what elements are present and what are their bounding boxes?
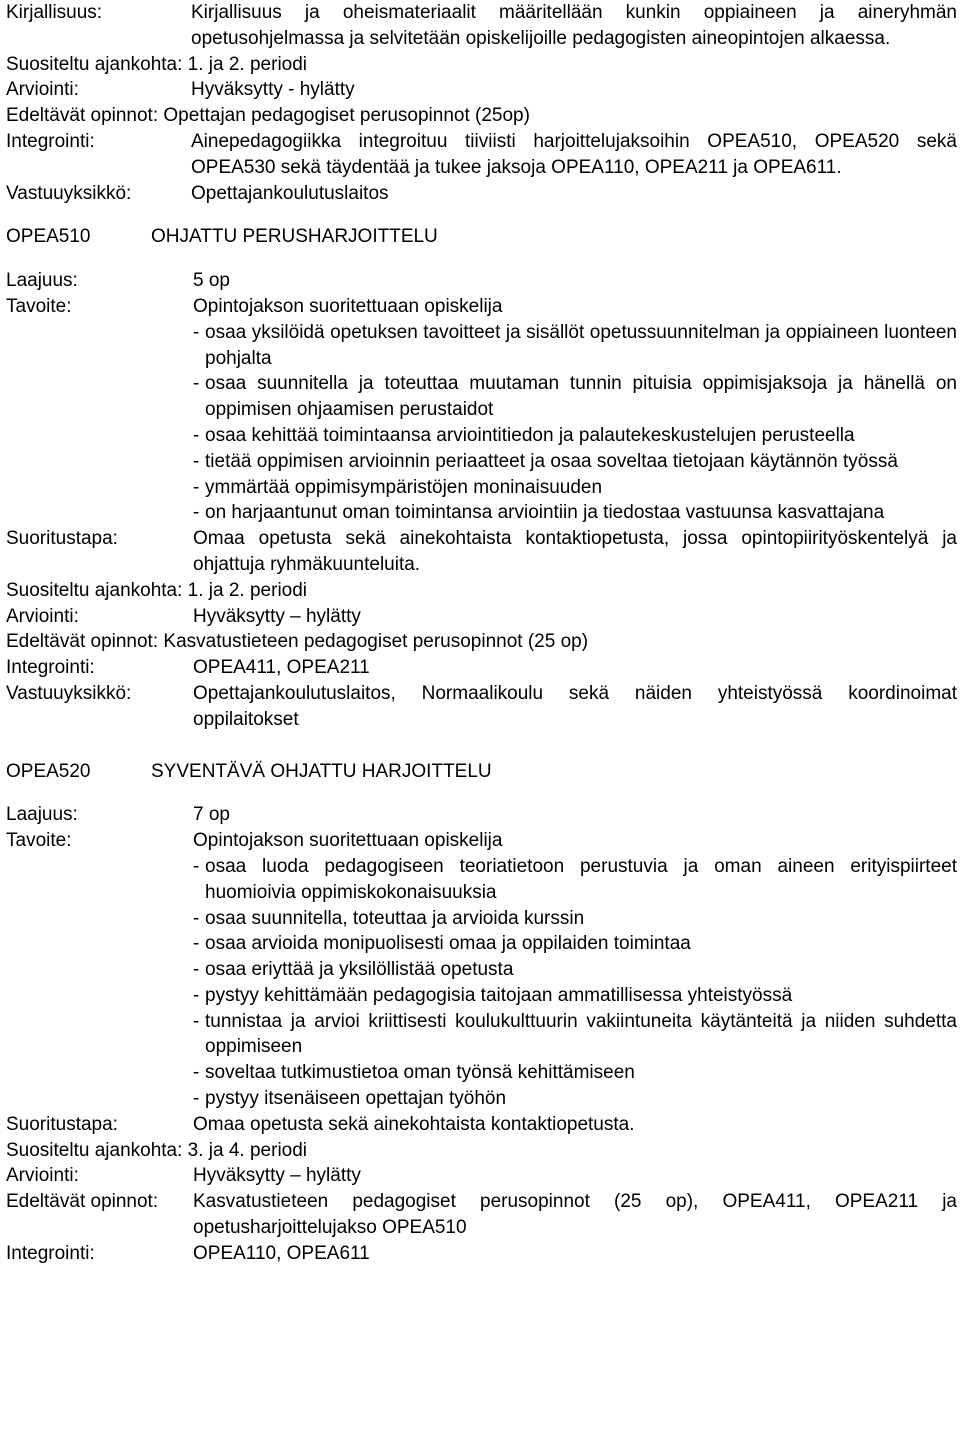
course-title: SYVENTÄVÄ OHJATTU HARJOITTELU <box>151 760 492 782</box>
laajuus-row <box>6 268 957 294</box>
tavoite-content <box>193 828 957 1112</box>
tavoite-content <box>193 294 957 526</box>
goal-list <box>193 854 957 1112</box>
arviointi-label: Arviointi: <box>6 605 79 627</box>
arviointi-row <box>6 604 957 630</box>
integrointi-value: OPEA110, OPEA611 <box>193 1242 370 1264</box>
edeltavat-label: Edeltävät opinnot: <box>6 1191 159 1213</box>
suositeltu-ajankohta: Suositeltu ajankohta: 1. ja 2. periodi <box>6 579 308 601</box>
laajuus-row <box>6 802 957 828</box>
tavoite-row <box>6 828 957 1112</box>
vastuuyksikko-label: Vastuuyksikkö: <box>6 682 132 704</box>
course-code: OPEA520 <box>6 760 91 782</box>
suositeltu-ajankohta: Suositeltu ajankohta: 3. ja 4. periodi <box>6 1139 308 1161</box>
goal-text: tietää oppimisen arvioinnin periaatteet ja osaa soveltaa tietojaan käytännön työssä <box>205 450 898 472</box>
goal-text: osaa suunnitella, toteuttaa ja arvioida kurssin <box>205 907 585 929</box>
list-item: - on harjaantunut oman toimintansa arviointiin ja tiedostaa vastuunsa kasvattajana <box>193 500 957 526</box>
integrointi-label: Integrointi: <box>6 130 95 152</box>
kirjallisuus-value: Kirjallisuus ja oheismateriaalit määritellään kunkin oppiaineen ja aineryhmän opetusohjelmassa ja selvitetään opiskelijoille pedagogisten aineopintojen alkaessa. <box>191 2 957 49</box>
list-item: - osaa luoda pedagogiseen teoriatietoon perustuvia ja oman aineen erityispiirteet huomioivia oppimiskokonaisuuksia <box>193 854 957 906</box>
edeltavat-row <box>6 103 957 129</box>
kirjallisuus-label: Kirjallisuus: <box>6 2 103 23</box>
edeltavat-label: Edeltävät opinnot: <box>6 105 159 127</box>
vastuuyksikko-row <box>6 681 957 733</box>
laajuus-value: 7 op <box>193 804 230 826</box>
list-item: - soveltaa tutkimustietoa oman työnsä kehittämiseen <box>193 1060 957 1086</box>
edeltavat-value: Kasvatustieteen pedagogiset perusopinnot (25 op) <box>163 631 589 653</box>
arviointi-value: Hyväksytty – hylätty <box>193 605 361 627</box>
list-item: - osaa eriyttää ja yksilöllistää opetusta <box>193 957 957 983</box>
tavoite-intro: Opintojakson suoritettuaan opiskelija <box>193 295 503 317</box>
integrointi-label: Integrointi: <box>6 657 95 679</box>
laajuus-label: Laajuus: <box>6 270 78 292</box>
list-item: - tietää oppimisen arvioinnin periaatteet ja osaa soveltaa tietojaan käytännön työssä <box>193 449 957 475</box>
list-item: - osaa arvioida monipuolisesti omaa ja oppilaiden toimintaa <box>193 931 957 957</box>
goal-text: pystyy itsenäiseen opettajan työhön <box>205 1088 507 1110</box>
suoritustapa-label: Suoritustapa: <box>6 1113 118 1135</box>
course-heading <box>6 224 957 250</box>
goal-text: osaa arvioida monipuolisesti omaa ja oppilaiden toimintaa <box>205 933 691 955</box>
suoritustapa-label: Suoritustapa: <box>6 528 118 550</box>
arviointi-value: Hyväksytty – hylätty <box>193 1165 361 1187</box>
arviointi-label: Arviointi: <box>6 79 79 101</box>
integrointi-row <box>6 655 957 681</box>
course-heading <box>6 759 957 785</box>
edeltavat-value: Kasvatustieteen pedagogiset perusopinnot (25 op), OPEA411, OPEA211 ja opetusharjoittelujakso OPEA510 <box>193 1191 957 1239</box>
tavoite-intro: Opintojakson suoritettuaan opiskelija <box>193 830 503 852</box>
integrointi-row <box>6 129 957 181</box>
goal-text: osaa luoda pedagogiseen teoriatietoon perustuvia ja oman aineen erityispiirteet huomioivia oppimiskokonaisuuksia <box>205 855 957 903</box>
goal-text: soveltaa tutkimustietoa oman työnsä kehittämiseen <box>205 1062 635 1084</box>
vastuuyksikko-value: Opettajankoulutuslaitos, Normaalikoulu sekä näiden yhteistyössä koordinoimat oppilaitokset <box>193 682 957 730</box>
vastuuyksikko-value: Opettajankoulutuslaitos <box>191 182 389 204</box>
integrointi-value: Ainepedagogiikka integroituu tiiviisti harjoittelujaksoihin OPEA510, OPEA520 sekä OPEA530 sekä täydentää ja tukee jaksoja OPEA110, OPEA211 ja OPEA611. <box>191 130 957 178</box>
vastuuyksikko-label: Vastuuyksikkö: <box>6 182 132 204</box>
list-item: - pystyy itsenäiseen opettajan työhön <box>193 1086 957 1112</box>
suoritustapa-value: Omaa opetusta sekä ainekohtaista kontaktiopetusta. <box>193 1113 635 1135</box>
laajuus-label: Laajuus: <box>6 804 78 826</box>
integrointi-value: OPEA411, OPEA211 <box>193 657 370 679</box>
list-item: - osaa suunnitella ja toteuttaa muutaman tunnin pituisia oppimisjaksoja ja hänellä on oppimisen ohjaamisen perustaidot <box>193 371 957 423</box>
list-item: - osaa kehittää toimintaansa arviointitiedon ja palautekeskustelujen perusteella <box>193 423 957 449</box>
goal-text: pystyy kehittämään pedagogisia taitojaan ammatillisessa yhteistyössä <box>205 984 793 1006</box>
list-item: - tunnistaa ja arvioi kriittisesti koulukulttuurin vakiintuneita käytänteitä ja niiden suhdetta oppimiseen <box>193 1009 957 1061</box>
goal-text: on harjaantunut oman toimintansa arviointiin ja tiedostaa vastuunsa kasvattajana <box>205 502 885 524</box>
list-item: - ymmärtää oppimisympäristöjen moninaisuuden <box>193 475 957 501</box>
suoritustapa-row <box>6 526 957 578</box>
suoritustapa-row <box>6 1112 957 1138</box>
edeltavat-row <box>6 1189 957 1241</box>
edeltavat-row <box>6 629 957 655</box>
vastuuyksikko-row <box>6 181 957 207</box>
suoritustapa-value: Omaa opetusta sekä ainekohtaista kontaktiopetusta, jossa opintopiirityöskentelyä ja ohjattuja ryhmäkuunteluita. <box>193 528 957 575</box>
document-page <box>6 0 957 1267</box>
course-code: OPEA510 <box>6 226 91 248</box>
integrointi-label: Integrointi: <box>6 1242 95 1264</box>
edeltavat-label: Edeltävät opinnot: <box>6 631 159 653</box>
course-title: OHJATTU PERUSHARJOITTELU <box>151 226 438 248</box>
suositeltu-ajankohta: Suositeltu ajankohta: 1. ja 2. periodi <box>6 53 308 75</box>
arviointi-label: Arviointi: <box>6 1165 79 1187</box>
goal-text: ymmärtää oppimisympäristöjen moninaisuuden <box>205 476 603 498</box>
goal-text: osaa kehittää toimintaansa arviointitiedon ja palautekeskustelujen perusteella <box>205 424 855 446</box>
edeltavat-value: Opettajan pedagogiset perusopinnot (25op) <box>163 105 530 127</box>
goal-text: osaa suunnitella ja toteuttaa muutaman tunnin pituisia oppimisjaksoja ja hänellä on oppimisen ohjaamisen perustaidot <box>205 373 957 421</box>
goal-text: osaa yksilöidä opetuksen tavoitteet ja sisällöt opetussuunnitelman ja oppiaineen luonteen pohjalta <box>205 321 957 369</box>
laajuus-value: 5 op <box>193 270 230 292</box>
goal-text: tunnistaa ja arvioi kriittisesti koulukulttuurin vakiintuneita käytänteitä ja niiden suhdetta oppimiseen <box>205 1010 957 1058</box>
arviointi-value: Hyväksytty - hylätty <box>191 79 355 101</box>
list-item: - osaa yksilöidä opetuksen tavoitteet ja sisällöt opetussuunnitelman ja oppiaineen luonteen pohjalta <box>193 320 957 372</box>
kirjallisuus-row <box>6 0 957 52</box>
list-item: - pystyy kehittämään pedagogisia taitojaan ammatillisessa yhteistyössä <box>193 983 957 1009</box>
arviointi-row <box>6 77 957 103</box>
integrointi-row <box>6 1241 957 1267</box>
goal-list <box>193 320 957 526</box>
tavoite-row <box>6 294 957 526</box>
tavoite-label: Tavoite: <box>6 830 72 852</box>
arviointi-row <box>6 1163 957 1189</box>
list-item: - osaa suunnitella, toteuttaa ja arvioida kurssin <box>193 906 957 932</box>
tavoite-label: Tavoite: <box>6 295 72 317</box>
goal-text: osaa eriyttää ja yksilöllistää opetusta <box>205 959 514 981</box>
